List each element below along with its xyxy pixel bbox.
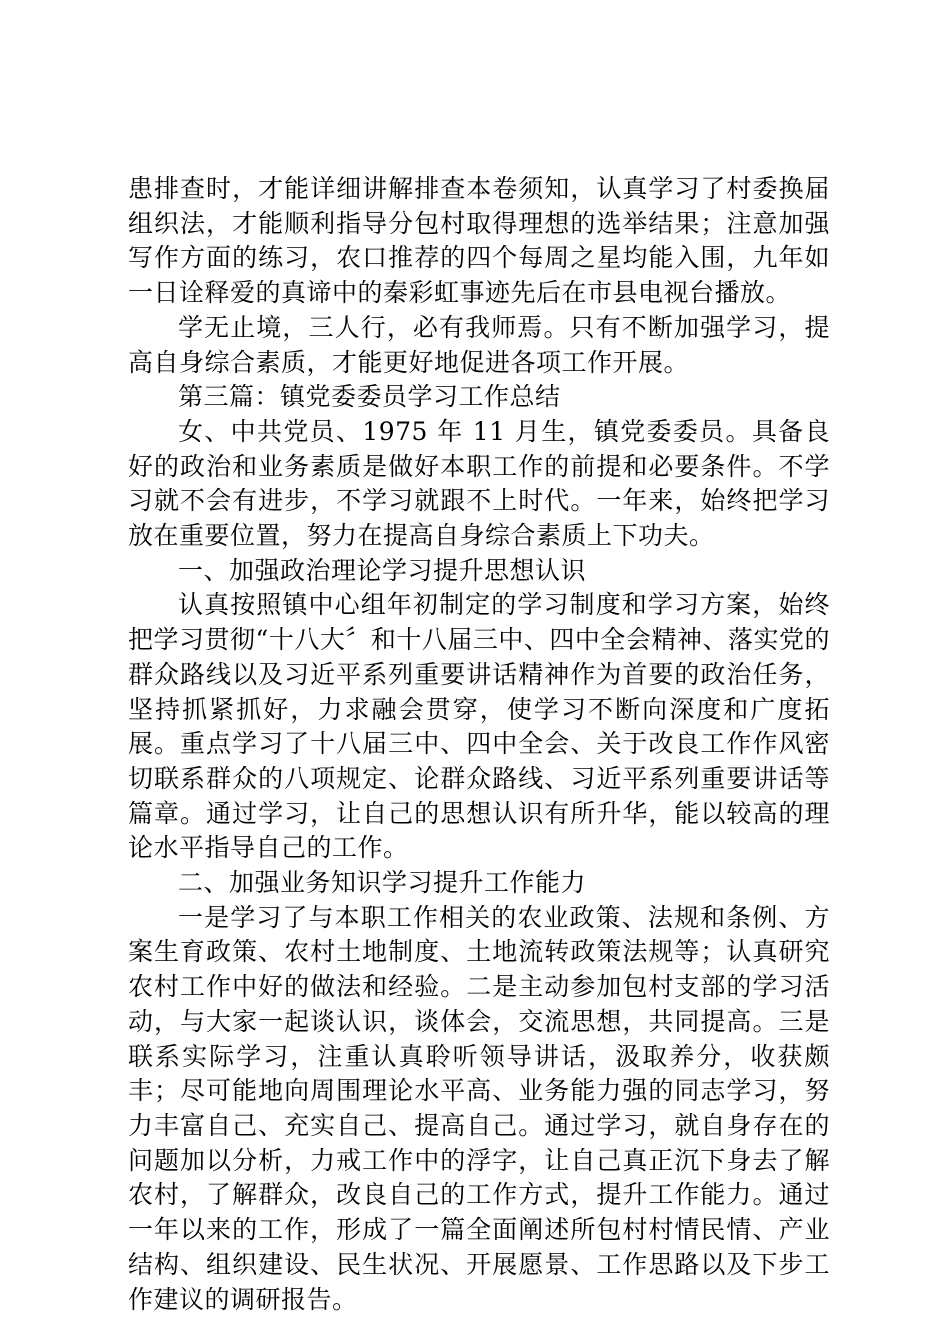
paragraph-introduction: 女、中共党员、1975 年 11 月生，镇党委委员。具备良好的政治和业务素质是做好本职工作的前提和必要条件。不学习就不会有进步，不学习就跟不上时代。一年来，始终把学习放在重要位置，努力在提高自身综合素质上下功夫。 [128,416,830,551]
paragraph-continuation: 患排查时，才能详细讲解排查本卷须知，认真学习了村委换届组织法，才能顺利指导分包村取得理想的选举结果；注意加强写作方面的练习，农口推荐的四个每周之星均能入围，九年如一日诠释爱的真谛中的秦彩虹事迹先后在市县电视台播放。 [128,174,830,308]
paragraph-business-knowledge: 一是学习了与本职工作相关的农业政策、法规和条例、方案生育政策、农村土地制度、土地流转政策法规等；认真研究农村工作中好的做法和经验。二是主动参加包村支部的学习活动，与大家一起谈认识，谈体会，交流思想，共同提高。三是联系实际学习，注重认真聆听领导讲话，汲取养分，收获颇丰；尽可能地向周围理论水平高、业务能力强的同志学习，努力丰富自己、充实自己、提高自己。通过学习，就自身存在的问题加以分析，力戒工作中的浮字，让自己真正沉下身去了解农村，了解群众，改良自己的工作方式，提升工作能力。通过一年以来的工作，形成了一篇全面阐述所包村村情民情、产业结构、组织建设、民生状况、开展愿景、工作思路以及下步工作建议的调研报告。 [128,902,830,1314]
heading-political-theory: 一、加强政治理论学习提升思想认识 [178,555,587,585]
paragraph-political-theory: 认真按照镇中心组年初制定的学习制度和学习方案，始终把学习贯彻“十八大〞和十八届三中、四中全会精神、落实党的群众路线以及习近平系列重要讲话精神作为首要的政治任务，坚持抓紧抓好，力求融会贯穿，使学习不断向深度和广度拓展。重点学习了十八届三中、四中全会、关于改良工作作风密切联系群众的八项规定、论群众路线、习近平系列重要讲话等篇章。通过学习，让自己的思想认识有所升华，能以较高的理论水平指导自己的工作。 [128,590,830,863]
section-title: 第三篇：镇党委委员学习工作总结 [178,382,561,412]
paragraph-learning-endless: 学无止境，三人行，必有我师焉。只有不断加强学习，提高自身综合素质，才能更好地促进各项工作开展。 [128,312,830,377]
heading-business-knowledge: 二、加强业务知识学习提升工作能力 [178,868,587,898]
